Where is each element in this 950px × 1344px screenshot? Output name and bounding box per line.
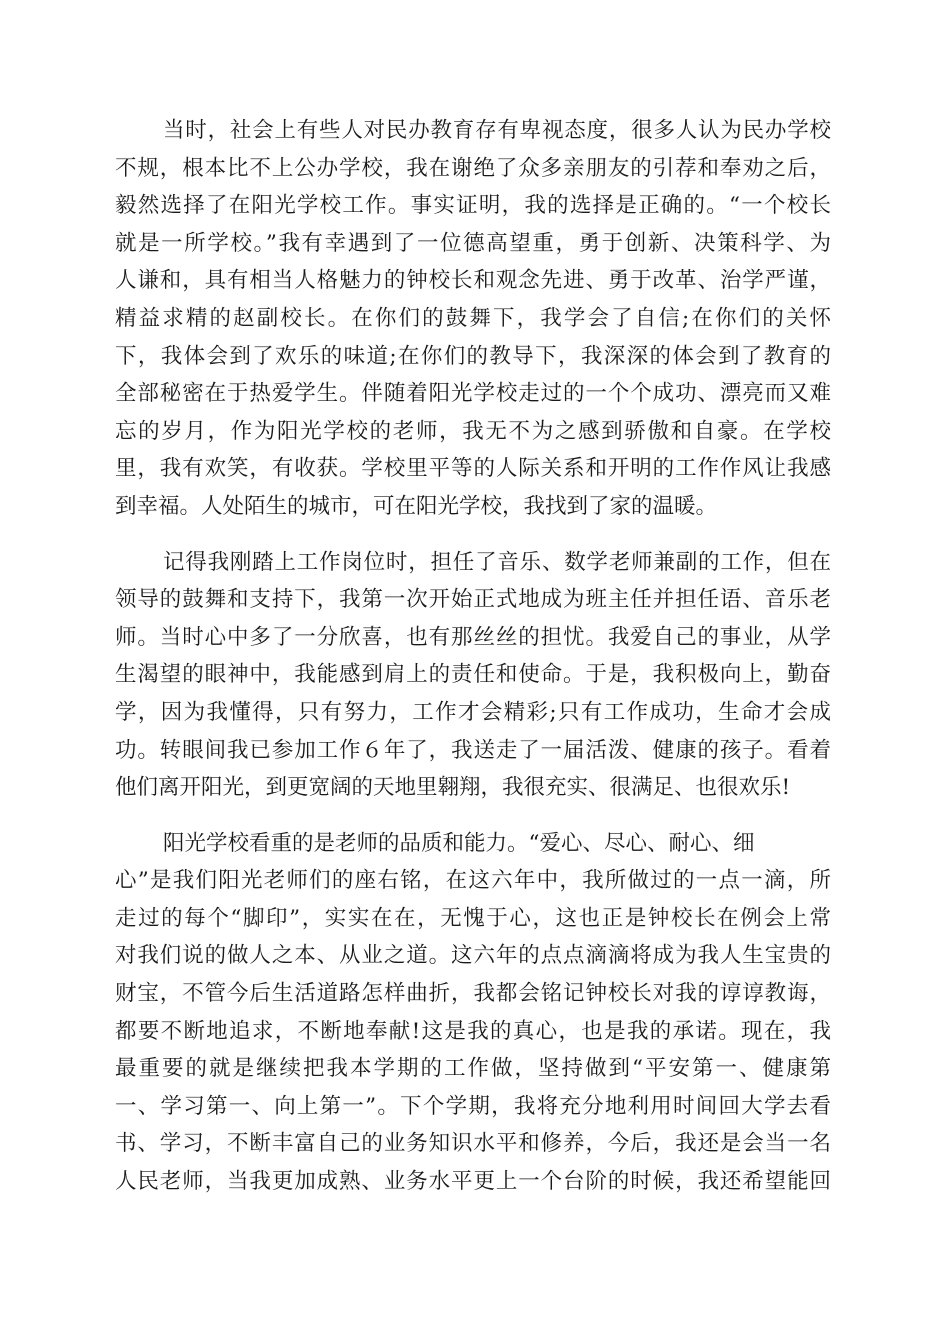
text-line: 当时，社会上有些人对民办教育存有卑视态度，很多人认为民办学校 — [163, 118, 831, 143]
text-line: 书、学习，不断丰富自己的业务知识水平和修养，今后，我还是会当一名 — [115, 1131, 831, 1157]
text-line: 财宝，不管今后生活道路怎样曲折，我都会铭记钟校长对我的谆谆教诲， — [115, 981, 831, 1007]
text-line: 学，因为我懂得，只有努力，工作才会精彩;只有工作成功，生命才会成 — [115, 699, 831, 725]
text-line: 走过的每个“脚印”，实实在在，无愧于心，这也正是钟校长在例会上常 — [115, 905, 831, 931]
text-line: 下，我体会到了欢乐的味道;在你们的教导下，我深深的体会到了教育的 — [115, 343, 831, 369]
paragraph-2 — [115, 544, 831, 807]
text-line: 最重要的就是继续把我本学期的工作做，坚持做到“平安第一、健康第 — [115, 1056, 831, 1082]
text-line: 生渴望的眼神中，我能感到肩上的责任和使命。于是，我积极向上，勤奋 — [115, 662, 831, 688]
text-line: 领导的鼓舞和支持下，我第一次开始正式地成为班主任并担任语、音乐老 — [115, 587, 831, 613]
text-line: 毅然选择了在阳光学校工作。事实证明，我的选择是正确的。“一个校长 — [115, 193, 831, 219]
text-line: 记得我刚踏上工作岗位时，担任了音乐、数学老师兼副的工作，但在 — [163, 549, 831, 575]
text-line: 到幸福。人处陌生的城市，可在阳光学校，我找到了家的温暖。 — [115, 493, 718, 519]
text-line: 一、学习第一、向上第一”。下个学期，我将充分地利用时间回大学去看 — [115, 1093, 831, 1119]
text-line: 就是一所学校。”我有幸遇到了一位德高望重，勇于创新、决策科学、为 — [115, 230, 831, 256]
text-line: 功。转眼间我已参加工作６年了，我送走了一届活泼、健康的孩子。看着 — [115, 737, 831, 763]
text-line: 忘的岁月，作为阳光学校的老师，我无不为之感到骄傲和自豪。在学校 — [115, 418, 831, 444]
text-line: 对我们说的做人之本、从业之道。这六年的点点滴滴将成为我人生宝贵的 — [115, 943, 831, 969]
text-line: 人谦和，具有相当人格魅力的钟校长和观念先进、勇于改革、治学严谨， — [115, 268, 831, 294]
text-line: 精益求精的赵副校长。在你们的鼓舞下，我学会了自信;在你们的关怀 — [115, 305, 831, 331]
text-line: 他们离开阳光，到更宽阔的天地里翱翔，我很充实、很满足、也很欢乐! — [115, 775, 791, 801]
paragraph-3 — [115, 825, 831, 1201]
text-line: 里，我有欢笑，有收获。学校里平等的人际关系和开明的工作作风让我感 — [115, 456, 831, 482]
document-body — [115, 112, 831, 1219]
text-line: 人民老师，当我更加成熟、业务水平更上一个台阶的时候，我还希望能回 — [115, 1169, 831, 1195]
paragraph-1 — [115, 112, 831, 526]
text-line: 心”是我们阳光老师们的座右铭，在这六年中，我所做过的一点一滴，所 — [115, 868, 831, 894]
text-line: 都要不断地追求，不断地奉献!这是我的真心，也是我的承诺。现在，我 — [115, 1018, 831, 1044]
text-line: 全部秘密在于热爱学生。伴随着阳光学校走过的一个个成功、漂亮而又难 — [115, 381, 831, 407]
text-line: 师。当时心中多了一分欣喜，也有那丝丝的担忧。我爱自己的事业，从学 — [115, 624, 831, 650]
text-line: 阳光学校看重的是老师的品质和能力。“爱心、尽心、耐心、细 — [163, 830, 755, 856]
text-line: 不规，根本比不上公办学校，我在谢绝了众多亲朋友的引荐和奉劝之后， — [115, 155, 831, 181]
